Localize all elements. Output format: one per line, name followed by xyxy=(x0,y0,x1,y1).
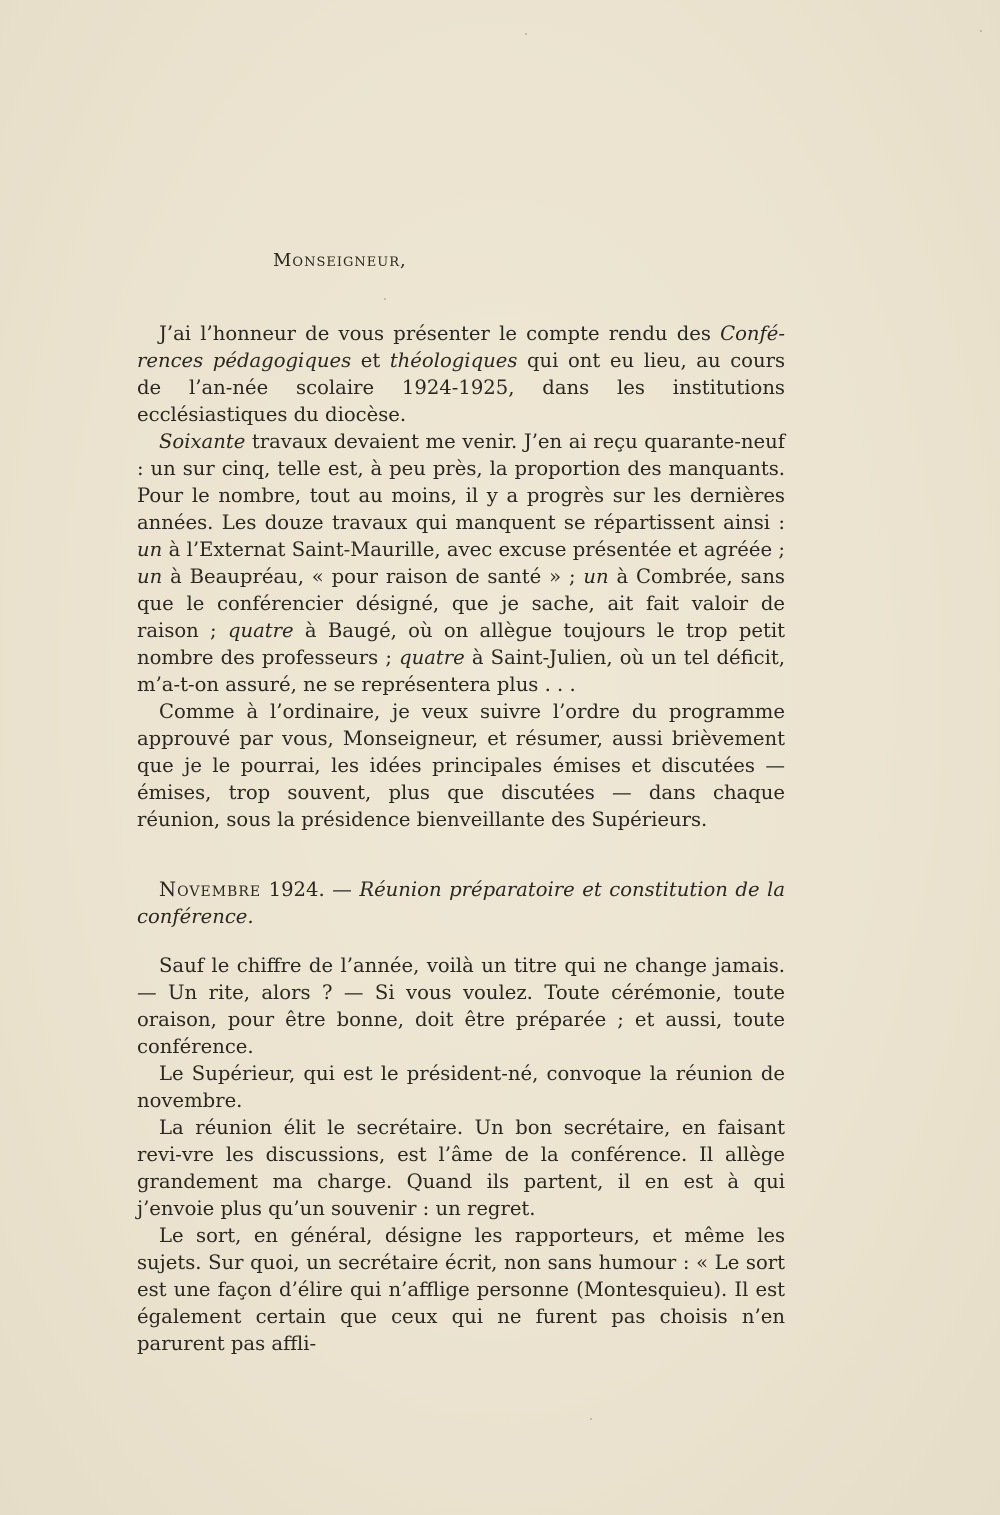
paper-speck xyxy=(384,298,386,300)
text-run: travaux devaient me venir. J’en ai reçu quarante-neuf : un sur cinq, telle est, à peu près, la proportion des manquants. Pour le nombre, tout au moins, il y a progrès sur les dernières années. Les douze travaux qui manquent se répartissent ainsi : xyxy=(137,430,785,534)
intro-paragraph-2 xyxy=(137,428,785,698)
italic-run: théologiques xyxy=(389,349,518,372)
text-run: à Saint-Julien, où un tel déficit, m’a-t-on assuré, ne se représentera plus . . . xyxy=(137,646,785,696)
italic-run: Soixante xyxy=(159,430,246,453)
italic-run: quatre xyxy=(399,646,465,669)
section-title: Réunion préparatoire et constitution de la conférence. xyxy=(137,878,785,928)
salutation: Monseigneur, xyxy=(273,250,407,271)
italic-run: un xyxy=(137,538,163,561)
section-heading-line xyxy=(137,876,785,930)
paper-speck xyxy=(590,1418,592,1420)
section-year: 1924. — xyxy=(261,878,360,901)
body-text xyxy=(137,952,785,1357)
text-run: qui ont eu lieu, au cours de l’an-née scolaire 1924-1925, dans les institutions ecclésiastiques du diocèse. xyxy=(137,349,785,426)
text-run: à Combrée, sans que le conférencier désigné, que je sache, ait fait valoir de raison ; xyxy=(137,565,785,642)
text-run: et xyxy=(351,349,390,372)
body-paragraph-4: Le sort, en général, désigne les rapporteurs, et même les sujets. Sur quoi, un secrétaire écrit, non sans humour : « Le sort est une façon d’élire qui n’afflige personne (Montesquieu). Il est également certain que ceux qui ne furent pas choisis n’en parurent pas affli- xyxy=(137,1224,785,1355)
intro-paragraph-3: Comme à l’ordinaire, je veux suivre l’ordre du programme approuvé par vous, Monseigneur, et résumer, aussi brièvement que je le pourrai, les idées principales émises et discutées — émises, trop souvent, plus que discutées — dans chaque réunion, sous la présidence bienveillante des Supérieurs. xyxy=(137,700,785,831)
body-paragraph-3: La réunion élit le secrétaire. Un bon secrétaire, en faisant revi-vre les discussions, est l’âme de la conférence. Il allège grandement ma charge. Quand ils partent, il en est à qui j’envoie plus qu’un souvenir : un regret. xyxy=(137,1116,785,1220)
paper-speck xyxy=(525,33,527,35)
italic-run: un xyxy=(137,565,163,588)
text-run: à Baugé, où on allègue toujours le trop petit nombre des professeurs ; xyxy=(137,619,786,669)
italic-run: quatre xyxy=(227,619,294,642)
italic-run: un xyxy=(583,565,609,588)
text-run: J’ai l’honneur de vous présenter le compte rendu des xyxy=(159,322,721,345)
section-month: Novembre xyxy=(159,878,262,901)
intro-text xyxy=(137,320,785,833)
italic-run: Confé-rences pédagogiques xyxy=(137,322,785,372)
intro-paragraph-1 xyxy=(137,320,785,428)
section-heading xyxy=(137,876,785,930)
body-paragraph-2: Le Supérieur, qui est le président-né, convoque la réunion de novembre. xyxy=(137,1062,785,1112)
paper-speck xyxy=(980,30,982,32)
text-run: à l’Externat Saint-Maurille, avec excuse présentée et agréée ; xyxy=(162,538,785,561)
text-run: à Beaupréau, « pour raison de santé » ; xyxy=(162,565,584,588)
body-paragraph-1: Sauf le chiffre de l’année, voilà un titre qui ne change jamais. — Un rite, alors ? — Si vous voulez. Toute cérémonie, toute oraison, pour être bonne, doit être préparée ; et aussi, toute conférence. xyxy=(137,954,785,1058)
